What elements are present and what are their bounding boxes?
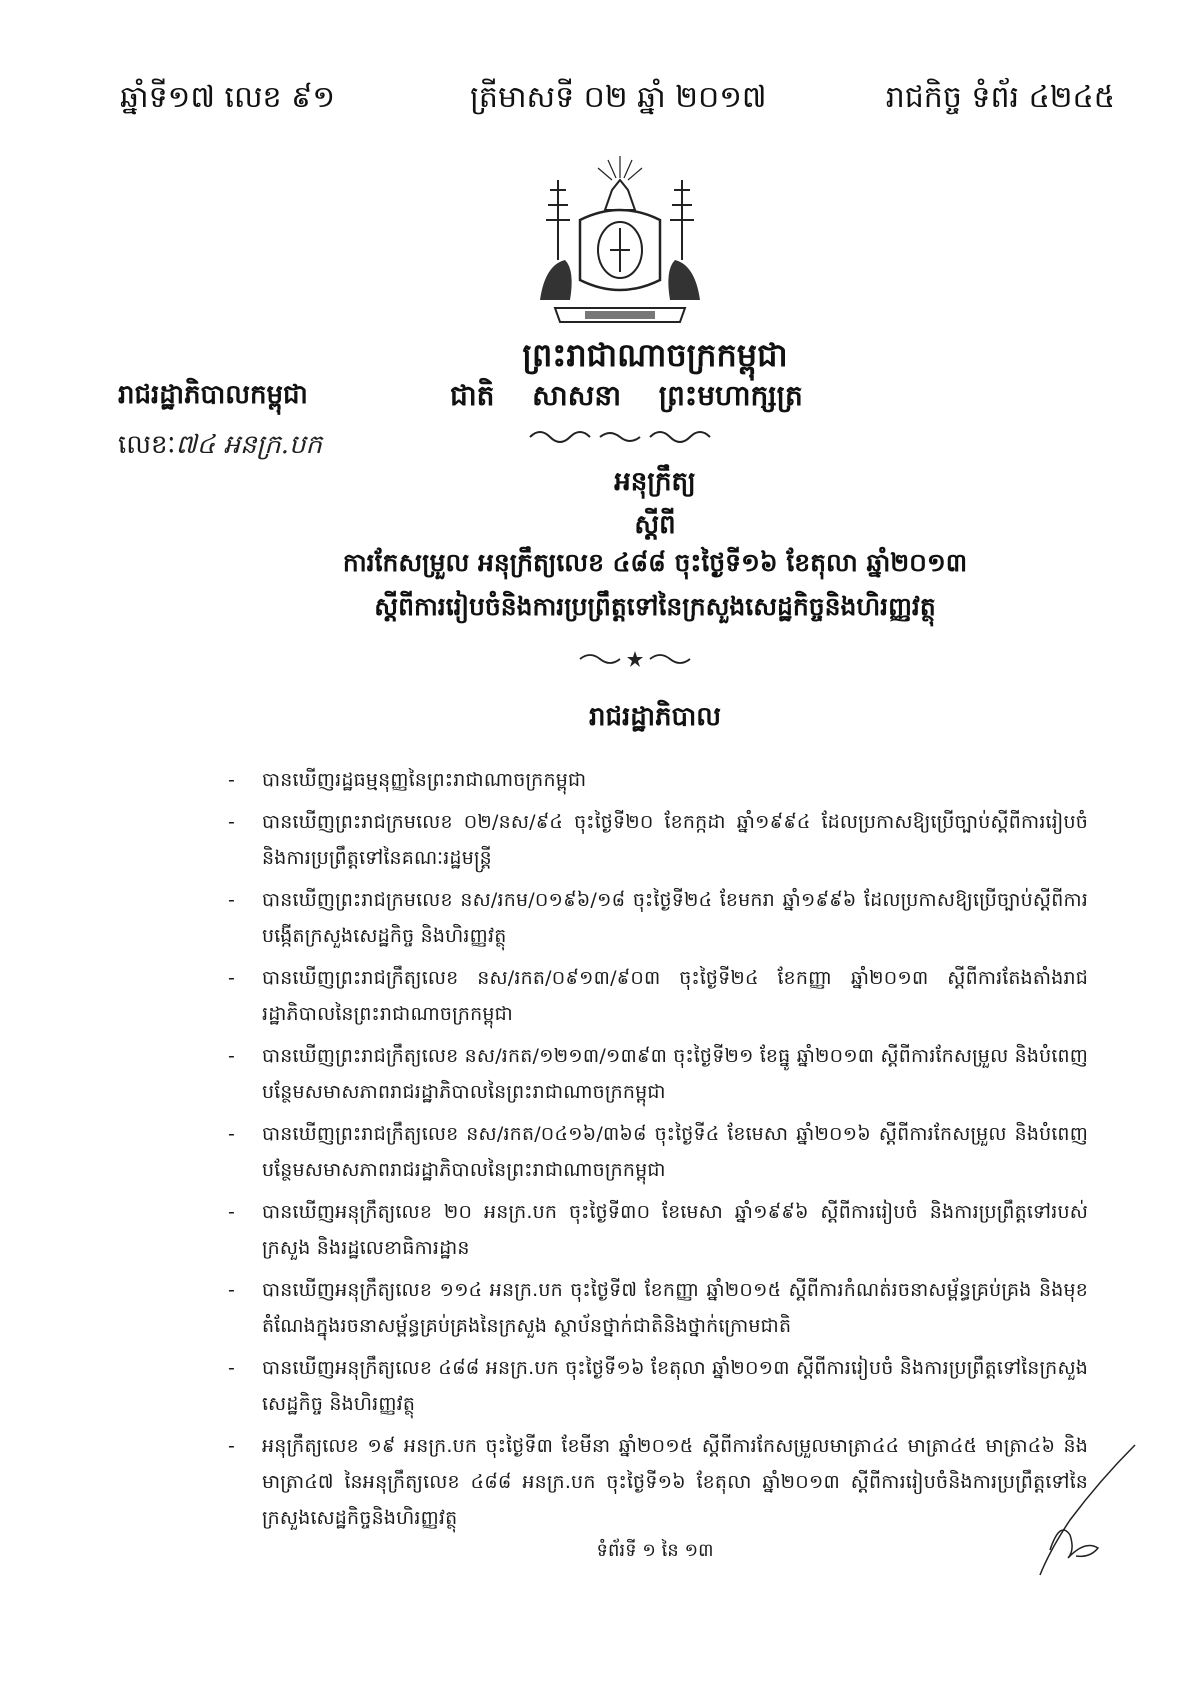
recital-dash: -	[228, 1357, 236, 1379]
national-motto: ជាតិ សាសនា ព្រះមហាក្សត្រ	[450, 379, 803, 412]
recital-dash: -	[228, 811, 236, 833]
document-number	[118, 428, 322, 466]
recital-dash: -	[228, 769, 236, 791]
recital-dash: -	[228, 1279, 236, 1301]
header-issue-number: ឆ្នាំទី១៧ លេខ ៩១	[120, 80, 336, 115]
document-number-label: លេខៈ	[118, 430, 176, 460]
recital-text: បានឃើញអនុក្រឹត្យលេខ ២០ អនក្រ.បក ចុះថ្ងៃទី៣០ ខែមេសា ឆ្នាំ១៩៩៦ ស្តីពីការរៀបចំ និងការប្រព្រឹត្តទៅរបស់ក្រសួង និងរដ្ឋលេខាធិការដ្ឋាន	[262, 1201, 1088, 1259]
recital-item	[228, 1116, 1088, 1188]
recital-item	[228, 1428, 1088, 1536]
recital-dash: -	[228, 889, 236, 911]
document-number-value: ៧៤ អនក្រ.បក	[175, 430, 322, 460]
royal-coat-of-arms-icon	[520, 150, 720, 330]
recital-dash: -	[228, 1123, 236, 1145]
header-gazette-page: រាជកិច្ច ទំព័រ ៤២៤៥	[885, 80, 1115, 115]
recital-item	[228, 1038, 1088, 1110]
recital-item	[228, 960, 1088, 1032]
on-subject-label: ស្តីពី	[634, 510, 676, 540]
recital-text: បានឃើញព្រះរាជក្រឹត្យលេខ នស/រកត/១២១៣/១៣៩៣ ចុះថ្ងៃទី២១ ខែធ្នូ ឆ្នាំ២០១៣ ស្តីពីការកែសម្រួល និងបំពេញបន្ថែមសមាសភាពរាជរដ្ឋាភិបាលនៃព្រះរាជាណាចក្រកម្ពុជា	[262, 1045, 1088, 1103]
recital-text: បានឃើញអនុក្រឹត្យលេខ ៤៨៨ អនក្រ.បក ចុះថ្ងៃទី១៦ ខែតុលា ឆ្នាំ២០១៣ ស្តីពីការរៀបចំ និងការប្រព្រឹត្តទៅនៃក្រសួងសេដ្ឋកិច្ច និងហិរញ្ញវត្ថុ	[262, 1357, 1088, 1415]
ornament-divider-icon	[520, 425, 720, 449]
document-title-line-2: ស្តីពីការរៀបចំនិងការប្រព្រឹត្តទៅនៃក្រសួងសេដ្ឋកិច្ចនិងហិរញ្ញវត្ថុ	[374, 592, 936, 621]
government-heading: រាជរដ្ឋាភិបាល	[588, 702, 722, 732]
recital-item	[228, 1350, 1088, 1422]
recital-item	[228, 804, 1088, 876]
government-label: រាជរដ្ឋាភិបាលកម្ពុជា	[118, 380, 308, 410]
recitals-list	[228, 762, 1088, 1542]
recital-item	[228, 882, 1088, 954]
recital-text: បានឃើញព្រះរាជក្រមលេខ ០២/នស/៩៤ ចុះថ្ងៃទី២០ ខែកក្កដា ឆ្នាំ១៩៩៤ ដែលប្រកាសឱ្យប្រើច្បាប់ស្តីពីការរៀបចំ និងការប្រព្រឹត្តទៅនៃគណៈរដ្ឋមន្ត្រី	[262, 811, 1088, 869]
recital-item	[228, 1194, 1088, 1266]
recital-text: បានឃើញព្រះរាជក្រឹត្យលេខ នស/រកត/០៤១៦/៣៦៨ ចុះថ្ងៃទី៤ ខែមេសា ឆ្នាំ២០១៦ ស្តីពីការកែសម្រួល និងបំពេញបន្ថែមសមាសភាពរាជរដ្ឋាភិបាលនៃព្រះរាជាណាចក្រកម្ពុជា	[262, 1123, 1088, 1181]
recital-text: បានឃើញព្រះរាជក្រមលេខ នស/រកម/០១៩៦/១៨ ចុះថ្ងៃទី២៤ ខែមករា ឆ្នាំ១៩៩៦ ដែលប្រកាសឱ្យប្រើច្បាប់ស្តីពីការបង្កើតក្រសួងសេដ្ឋកិច្ច និងហិរញ្ញវត្ថុ	[262, 889, 1088, 947]
header-quarter: ត្រីមាសទី ០២ ឆ្នាំ ២០១៧	[470, 80, 767, 115]
recital-dash: -	[228, 967, 236, 989]
recital-dash: -	[228, 1201, 236, 1223]
recital-text: បានឃើញអនុក្រឹត្យលេខ ១១៤ អនក្រ.បក ចុះថ្ងៃទី៧ ខែកញ្ញា ឆ្នាំ២០១៥ ស្តីពីការកំណត់រចនាសម្ព័ន្ធគ្រប់គ្រង និងមុខតំណែងក្នុងរចនាសម្ព័ន្ធគ្រប់គ្រងនៃក្រសួង ស្ថាប័នថ្នាក់ជាតិនិងថ្នាក់ក្រោមជាតិ	[262, 1279, 1088, 1337]
kingdom-title: ព្រះរាជាណាចក្រកម្ពុជា	[522, 336, 788, 374]
recital-text: បានឃើញព្រះរាជក្រឹត្យលេខ នស/រកត/០៩១៣/៩០៣ ចុះថ្ងៃទី២៤ ខែកញ្ញា ឆ្នាំ២០១៣ ស្តីពីការតែងតាំងរាជរដ្ឋាភិបាលនៃព្រះរាជាណាចក្រកម្ពុជា	[262, 967, 1088, 1025]
recital-item	[228, 1272, 1088, 1344]
page-number-footer: ទំព័រទី ១ នៃ ១៣	[596, 1540, 714, 1561]
recital-item	[228, 762, 1088, 798]
recital-text: បានឃើញរដ្ឋធម្មនុញ្ញនៃព្រះរាជាណាចក្រកម្ពុជា	[262, 769, 587, 791]
recital-dash: -	[228, 1435, 236, 1457]
recital-dash: -	[228, 1045, 236, 1067]
document-type: អនុក្រឹត្យ	[614, 467, 696, 497]
ornament-star-divider-icon	[575, 648, 695, 670]
document-title-line-1: ការកែសម្រួល អនុក្រឹត្យលេខ ៤៨៨ ចុះថ្ងៃទី១៦ ខែតុលា ឆ្នាំ២០១៣	[342, 548, 968, 577]
recital-text: អនុក្រឹត្យលេខ ១៩ អនក្រ.បក ចុះថ្ងៃទី៣ ខែមីនា ឆ្នាំ២០១៥ ស្តីពីការកែសម្រួលមាត្រា៤៤ មាត្រា៤៥ មាត្រា៤៦ និងមាត្រា៤៧ នៃអនុក្រឹត្យលេខ ៤៨៨ អនក្រ.បក ចុះថ្ងៃទី១៦ ខែតុលា ឆ្នាំ២០១៣ ស្តីពីការរៀបចំនិងការប្រព្រឹត្តទៅនៃក្រសួងសេដ្ឋកិច្ចនិងហិរញ្ញវត្ថុ	[262, 1435, 1088, 1529]
